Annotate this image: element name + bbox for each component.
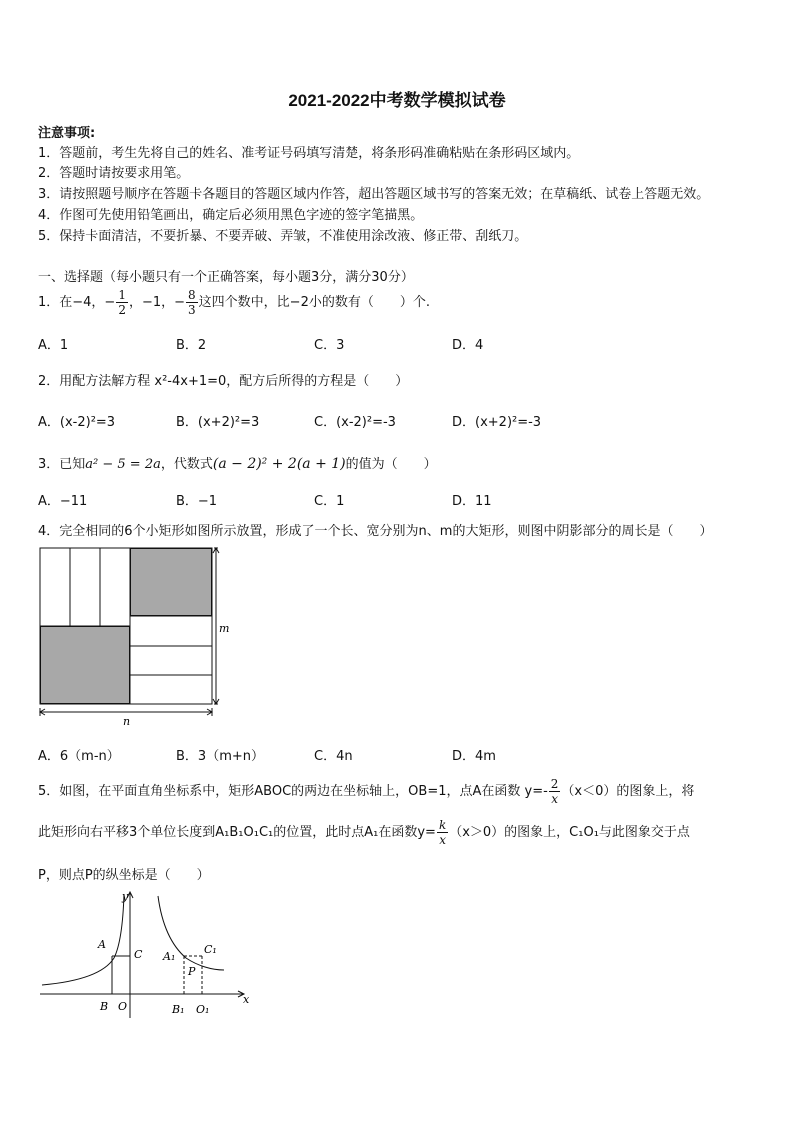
section-heading: 一、选择题（每小题只有一个正确答案，每小题3分，满分30分） [38, 270, 414, 285]
question-5-line-3: P，则点P的纵坐标是（ ） [38, 868, 210, 883]
numerator: 8 [188, 288, 196, 302]
note-item: 2．答题时请按要求用笔。 [38, 166, 190, 181]
q1-suffix: 这四个数中，比−2小的数有（ ）个. [198, 295, 430, 310]
label-A: A [98, 938, 106, 951]
q5-text: 5．如图，在平面直角坐标系中，矩形ABOC的两边在坐标轴上，OB=1，点A在函数 y=- [38, 784, 548, 799]
label-n: n [123, 715, 131, 728]
q3-prefix: 3．已知 [38, 457, 86, 472]
question-5-line-2 [38, 818, 690, 847]
q3-mid: ，代数式 [160, 457, 213, 472]
q4-option-b[interactable]: B．3（m+n） [176, 749, 264, 764]
q2-option-a[interactable]: A．(x-2)²=3 [38, 415, 116, 430]
q3-option-b[interactable]: B．−1 [176, 494, 218, 509]
denominator: x [551, 792, 558, 806]
label-y: y [122, 890, 129, 903]
label-A1: A₁ [163, 950, 176, 963]
q3-expression: (a − 2)² + 2(a + 1) [212, 456, 346, 472]
q5-text: 此矩形向右平移3个单位长度到A₁B₁O₁C₁的位置，此时点A₁在函数y= [38, 825, 436, 840]
fraction-one-half [116, 288, 128, 317]
q3-option-c[interactable]: C．1 [314, 494, 345, 509]
q3-option-d[interactable]: D．11 [452, 494, 492, 509]
label-O: O [118, 1000, 128, 1013]
note-item: 5．保持卡面清洁，不要折暴、不要弄破、弄皱，不准使用涂改液、修正带、刮纸刀。 [38, 229, 528, 244]
denominator: x [439, 833, 446, 847]
fraction-k-over-x [437, 818, 448, 847]
q1-option-b[interactable]: B．2 [176, 338, 207, 353]
note-item: 4．作图可先使用铅笔画出，确定后必须用黑色字迹的签字笔描黑。 [38, 208, 424, 223]
label-m: m [219, 622, 230, 635]
q3-condition: a² − 5 = 2a [85, 457, 161, 472]
q2-option-b[interactable]: B．(x+2)²=3 [176, 415, 260, 430]
q2-option-c[interactable]: C．(x-2)²=-3 [314, 415, 396, 430]
question-1 [38, 288, 430, 317]
label-x: x [243, 993, 250, 1006]
q1-option-c[interactable]: C．3 [314, 338, 345, 353]
shaded-region-top-right [131, 549, 212, 616]
denominator: 3 [188, 303, 196, 317]
q4-option-a[interactable]: A．6（m-n） [38, 749, 120, 764]
rectangle-figure [36, 544, 236, 730]
q4-option-c[interactable]: C．4n [314, 749, 353, 764]
fraction-eight-thirds [186, 288, 198, 317]
q1-prefix: 1．在−4，− [38, 295, 116, 310]
question-4: 4．完全相同的6个小矩形如图所示放置，形成了一个长、宽分别为n、m的大矩形，则图中阴影部分的周长是（ ） [38, 524, 713, 539]
note-item: 1．答题前，考生先将自己的姓名、准考证号码填写清楚，将条形码准确粘贴在条形码区域内。 [38, 146, 580, 161]
label-C: C [134, 948, 143, 961]
q5-text: （x＜0）的图象上，将 [561, 784, 695, 799]
q4-option-d[interactable]: D．4m [452, 749, 496, 764]
numerator: 1 [118, 288, 126, 302]
shaded-region-bottom-left [41, 627, 130, 704]
q2-option-d[interactable]: D．(x+2)²=-3 [452, 415, 542, 430]
denominator: 2 [118, 303, 126, 317]
note-item: 3．请按照题号顺序在答题卡各题目的答题区域内作答，超出答题区域书写的答案无效；在草稿纸、试卷上答题无效。 [38, 187, 710, 202]
question-5-line-1 [38, 777, 694, 806]
q5-text: （x＞0）的图象上，C₁O₁与此图象交于点 [449, 825, 690, 840]
page-title: 2021-2022中考数学模拟试卷 [288, 91, 506, 110]
q1-option-d[interactable]: D．4 [452, 338, 484, 353]
numerator: k [438, 818, 447, 832]
notes-heading: 注意事项: [38, 126, 96, 141]
q3-option-a[interactable]: A．−11 [38, 494, 88, 509]
question-3 [38, 453, 437, 472]
label-O1: O₁ [196, 1003, 210, 1016]
fraction-2-over-x [549, 777, 561, 806]
label-B: B [100, 1000, 109, 1013]
label-C1: C₁ [204, 943, 217, 956]
question-2: 2．用配方法解方程 x²-4x+1=0，配方后所得的方程是（ ） [38, 374, 409, 389]
q3-suffix: 的值为（ ） [345, 457, 437, 472]
label-B1: B₁ [172, 1003, 185, 1016]
q1-mid: ，−1，− [128, 295, 186, 310]
q1-option-a[interactable]: A．1 [38, 338, 69, 353]
label-P: P [188, 965, 196, 978]
coordinate-figure [36, 886, 256, 1026]
numerator: 2 [550, 777, 559, 791]
